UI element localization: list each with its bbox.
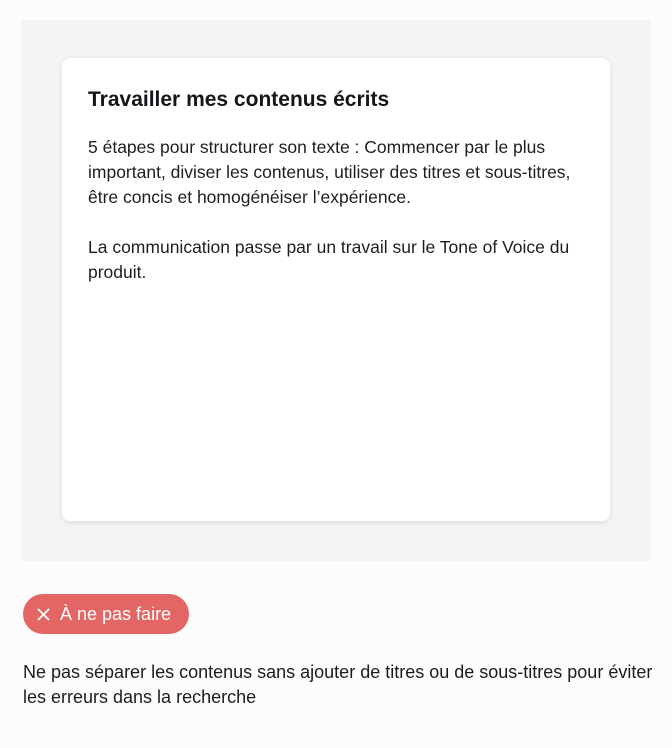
card-paragraph: 5 étapes pour structurer son texte : Commencer par le plus important, diviser les contenus, utiliser des titres et sous-titres, être concis et homogénéiser l’expérience. xyxy=(88,137,571,207)
example-preview xyxy=(22,20,650,561)
guideline-description: Ne pas séparer les contenus sans ajouter de titres ou de sous-titres pour éviter les erreurs dans la recherche xyxy=(23,662,653,707)
card-title: Travailler mes contenus écrits xyxy=(88,88,390,111)
card-paragraph: La communication passe par un travail sur le Tone of Voice du produit. xyxy=(88,237,570,282)
close-icon xyxy=(37,608,50,621)
badge-label: À ne pas faire xyxy=(60,603,172,624)
dont-badge xyxy=(23,594,189,634)
content-card xyxy=(62,58,610,521)
